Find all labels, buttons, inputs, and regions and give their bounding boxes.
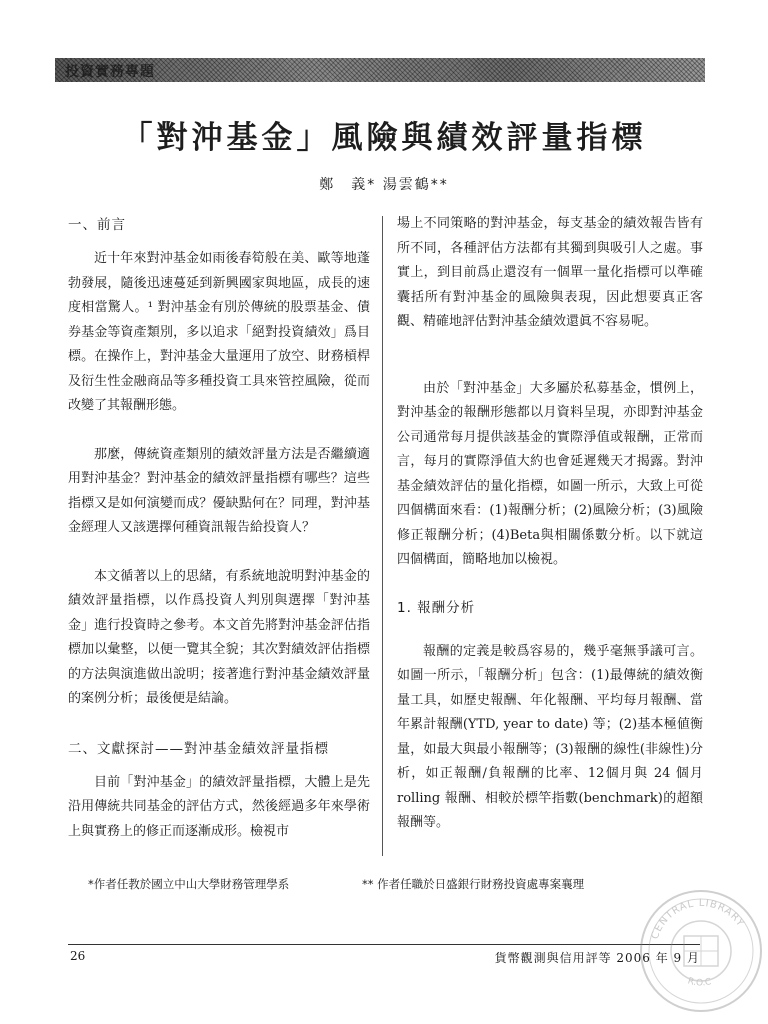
left-column <box>68 212 370 868</box>
authors: 鄭 義* 湯雲鶴** <box>319 177 449 193</box>
section-heading-literature: 二、文獻探討——對沖基金績效評量指標 <box>68 740 329 757</box>
column-divider <box>382 216 383 856</box>
footnote: ** 作者任職於日盛銀行財務投資處專案襄理 <box>362 877 585 891</box>
stamp-text: R.O.C <box>686 976 713 989</box>
paragraph: 報酬的定義是較爲容易的，幾乎毫無爭議可言。如圖一所示，「報酬分析」包含：(1)最傳統的績效衡量工具，如歷史報酬、年化報酬、平均每月報酬、當年累計報酬(YTD, year to date) 等；(2)基本極値衡量，如最大與最小報酬等；(3)報酬的線性(非線性)分析，如正報酬/負報酬的比率、12個月與 24 個月 rolling 報酬、相較於標竿指數(benchmark)的超額報酬等。 <box>397 643 703 830</box>
footnote: *作者任教於國立中山大學財務管理學系 <box>88 877 290 891</box>
paragraph: 由於「對沖基金」大多屬於私募基金，慣例上，對沖基金的報酬形態都以月資料呈現，亦即對沖基金公司通常每月提供該基金的實際淨值或報酬，正常而言，每月的實際淨值大約也會延遲幾天才揭露。對沖基金績效評估的量化指標，如圖一所示，大致上可從四個構面來看：(1)報酬分析；(2)風險分析；(3)風險修正報酬分析；(4)Beta與相關係數分析。以下就這四個構面，簡略地加以檢視。 <box>397 380 703 567</box>
stamp-text: CENTRAL LIBRARY <box>649 897 747 941</box>
library-stamp <box>638 888 764 1014</box>
paragraph: 目前「對沖基金」的績效評量指標，大體上是先沿用傳統共同基金的評估方式，然後經過多年來學術上與實務上的修正而逐漸成形。檢視市 <box>68 774 370 839</box>
paragraph: 近十年來對沖基金如雨後春筍般在美、歐等地蓬勃發展，隨後迅速蔓延到新興國家與地區，成長的速度相當驚人。¹ 對沖基金有別於傳統的股票基金、債券基金等資產類別，多以追求「絕對投資績效」爲目標。在操作上，對沖基金大量運用了放空、財務槓桿及衍生性金融商品等多種投資工具來管控風險，從而改變了其報酬形態。 <box>68 251 370 413</box>
banner-label: 投資實務專題 <box>65 64 155 80</box>
paragraph: 那麼，傳統資產類別的績效評量方法是否繼續適用對沖基金？對沖基金的績效評量指標有哪些？這些指標又是如何演變而成？優缺點何在？同理，對沖基金經理人又該選擇何種資訊報告給投資人？ <box>68 446 370 535</box>
article-title: 「對沖基金」風險與績效評量指標 <box>121 120 647 156</box>
svg-text:R.O.C <box>686 976 712 988</box>
footer-rule <box>68 944 700 945</box>
journal-name: 貨幣觀測與信用評等 2006 年 9 月 <box>494 951 700 965</box>
section-banner <box>55 58 705 82</box>
subsection-heading-return: 1. 報酬分析 <box>397 599 476 616</box>
page-number: 26 <box>70 949 86 963</box>
section-heading-intro: 一、前言 <box>68 217 126 233</box>
paragraph: 本文循著以上的思緒，有系統地說明對沖基金的績效評量指標，以作爲投資人判別與選擇「對沖基金」進行投資時之參考。本文首先將對沖基金評估指標加以彙整，以便一覽其全貌；其次對績效評估指標的方法與演進做出說明；接著進行對沖基金績效評量的案例分析；最後便是結論。 <box>68 568 370 706</box>
right-column <box>397 212 703 858</box>
paragraph: 場上不同策略的對沖基金，每支基金的績效報告皆有所不同，各種評估方法都有其獨到與吸引人之處。事實上，到目前爲止還沒有一個單一量化指標可以準確囊括所有對沖基金的風險與表現，因此想要真正客觀、精確地評估對沖基金績效還眞不容易呢。 <box>397 216 703 329</box>
